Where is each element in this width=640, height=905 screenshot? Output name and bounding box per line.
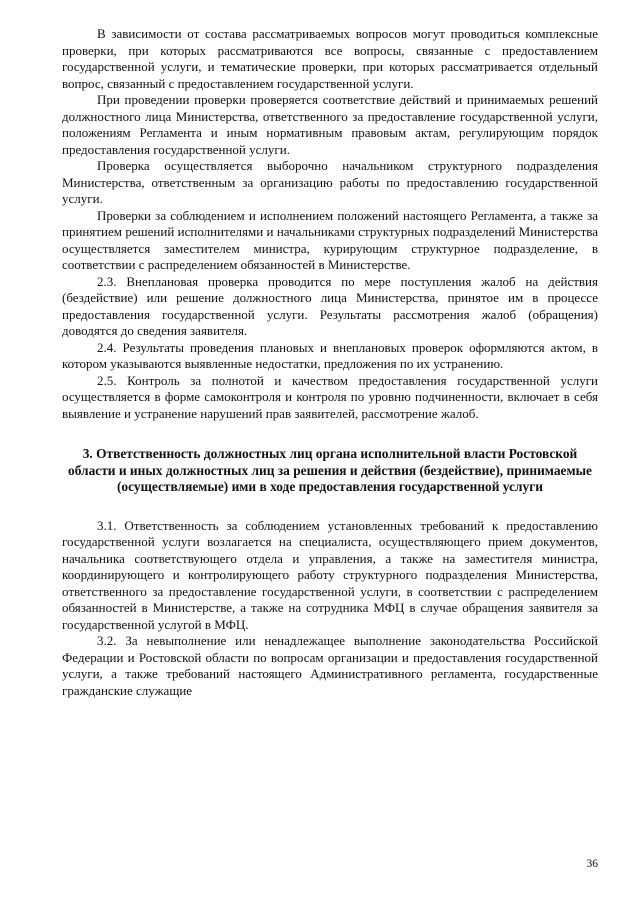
paragraph-2-5: 2.5. Контроль за полнотой и качеством предоставления государственной услуги осуществляется в форме самоконтроля и контроля по уровню подчиненности, включает в себя выявление и устранение нарушений прав заявителей, рассмотрение жалоб. [62, 372, 598, 421]
paragraph-inspection-scope: При проведении проверки проверяется соответствие действий и принимаемых решений должностного лица Министерства, ответственного за предоставление государственной услуги, положениям Регламента и иным нормативным правовым актам, регулирующим порядок предоставления государственной услуги. [62, 92, 598, 157]
paragraph-3-2: 3.2. За невыполнение или ненадлежащее выполнение законодательства Российской Федерации и Ростовской области по вопросам организации и предоставления государственной услуги, а также требований настоящего Административного регламента, государственные гражданские служащие [62, 633, 598, 698]
paragraph-deputy-minister-inspection: Проверки за соблюдением и исполнением положений настоящего Регламента, а также за принятием решений исполнителями и начальниками структурных подразделений Министерства осуществляется заместителем министра, курирующим структурное подразделение, в соответствии с распределением обязанностей в Министерстве. [62, 207, 598, 272]
paragraph-3-1: 3.1. Ответственность за соблюдением установленных требований к предоставлению государственной услуги возлагается на специалиста, осуществляющего прием документов, начальника соответствующего отдела и управления, а также на заместителя министра, координирующего и контролирующего работу структурного подразделения Министерства, ответственного за предоставление государственной услуги, в соответствии с распределением обязанностей в Министерстве, а также на сотрудника МФЦ в случае обращения заявителя за государственной услугой в МФЦ. [62, 517, 598, 632]
document-page [62, 26, 598, 699]
paragraph-2-3: 2.3. Внеплановая проверка проводится по мере поступления жалоб на действия (бездействие) или решение должностного лица Министерства, принятое им в процессе предоставления государственной услуги. Результаты рассмотрения жалоб (обращения) доводятся до сведения заявителя. [62, 273, 598, 338]
paragraph-selective-inspection: Проверка осуществляется выборочно начальником структурного подразделения Министерства, ответственным за организацию работы по предоставлению государственной услуги. [62, 158, 598, 206]
paragraph-2-4: 2.4. Результаты проведения плановых и внеплановых проверок оформляются актом, в котором указываются выявленные недостатки, предложения по их устранению. [62, 339, 598, 371]
paragraph-inspection-types: В зависимости от состава рассматриваемых вопросов могут проводиться комплексные проверки, при которых рассматриваются все вопросы, связанные с предоставлением государственной услуги, и тематические проверки, при которых рассматривается отдельный вопрос, связанный с предоставлением государственной услуги. [62, 26, 598, 91]
page-number: 36 [586, 858, 598, 870]
section-3-heading: 3. Ответственность должностных лиц органа исполнительной власти Ростовской области и иных должностных лиц за решения и действия (бездействие), принимаемые (осуществляемые) ими в ходе предоставления государственной услуги [68, 446, 592, 494]
